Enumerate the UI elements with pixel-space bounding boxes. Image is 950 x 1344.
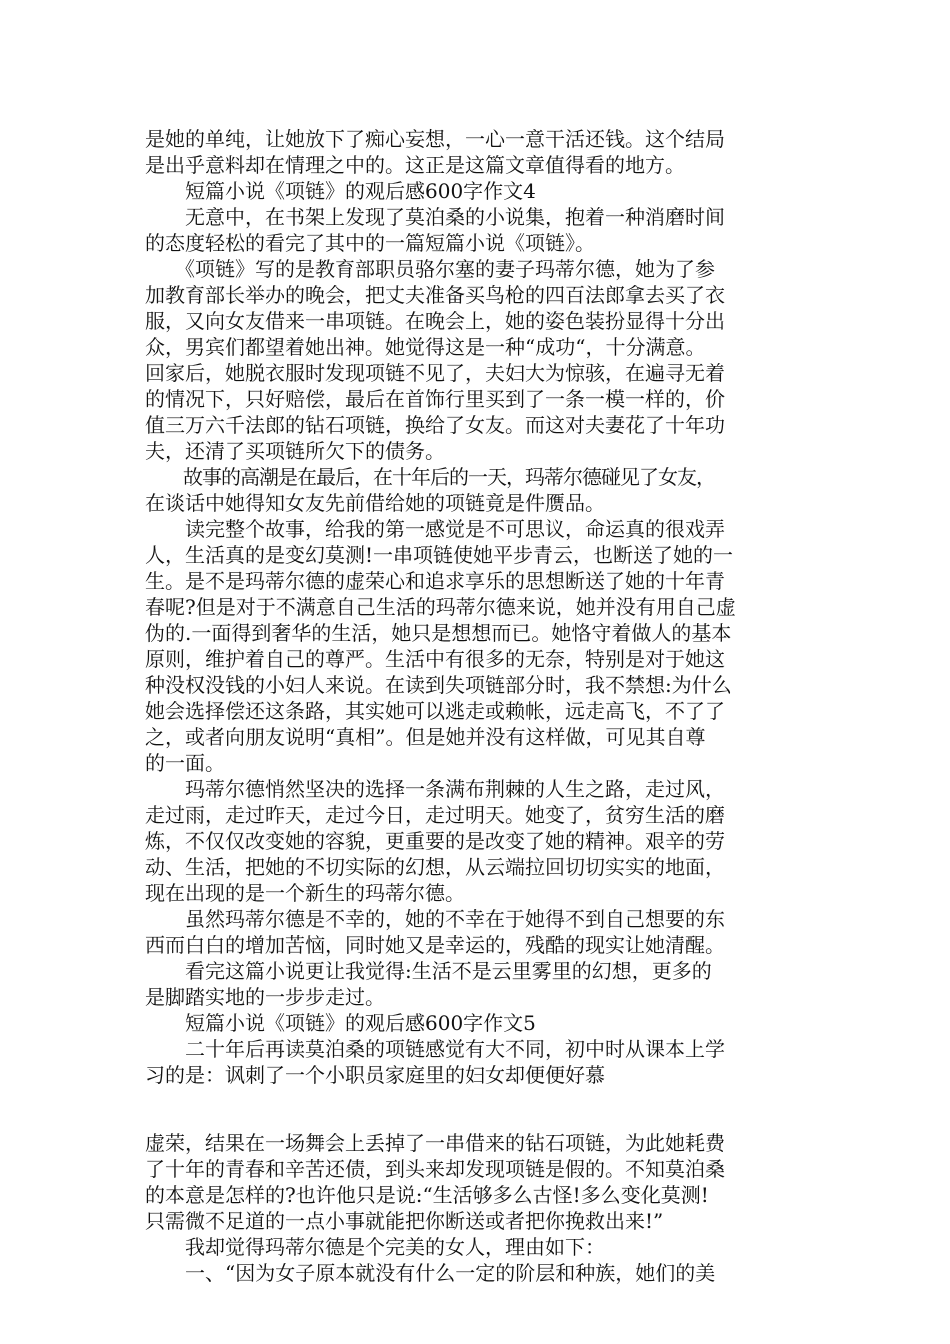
text-line-26: 玛蒂尔德悄然坚决的选择一条满布荆棘的人生之路，走过风， — [145, 777, 725, 801]
text-line-16: 读完整个故事，给我的第一感觉是不可思议，命运真的很戏弄 — [145, 517, 725, 541]
text-line-42: 我却觉得玛蒂尔德是个完美的女人，理由如下： — [145, 1235, 605, 1259]
text-line-13: 夫，还清了买项链所欠下的债务。 — [145, 439, 445, 463]
text-line-20: 伪的.一面得到奢华的生活，她只是想想而已。她恪守着做人的基本 — [145, 621, 732, 645]
text-line-40: 的本意是怎样的?也许他只是说:“生活够多么古怪!多么变化莫测! — [145, 1183, 709, 1207]
text-line-29: 动、生活，把她的不切实际的幻想，从云端拉回切切实实的地面， — [145, 855, 725, 879]
text-line-22: 种没权没钱的小妇人来说。在读到失项链部分时，我不禁想:为什么 — [145, 673, 732, 697]
text-line-1: 是她的单纯，让她放下了痴心妄想，一心一意干活还钱。这个结局 — [145, 127, 725, 151]
text-line-37: 习的是：讽刺了一个小职员家庭里的妇女却便便好慕 — [145, 1063, 605, 1087]
text-line-33: 看完这篇小说更让我觉得:生活不是云里雾里的幻想，更多的 — [145, 959, 712, 983]
text-line-25: 的一面。 — [145, 751, 225, 775]
text-line-10: 回家后，她脱衣服时发现项链不见了，夫妇大为惊骇，在遍寻无着 — [145, 361, 725, 385]
text-line-18: 生。是不是玛蒂尔德的虚荣心和追求享乐的思想断送了她的十年青 — [145, 569, 725, 593]
text-line-36: 二十年后再读莫泊桑的项链感觉有大不同，初中时从课本上学 — [145, 1037, 725, 1061]
text-line-12: 值三万六千法郎的钻石项链，换给了女友。而这对夫妻花了十年功 — [145, 413, 725, 437]
text-line-28: 炼，不仅仅改变她的容貌，更重要的是改变了她的精神。艰辛的劳 — [145, 829, 725, 853]
text-line-27: 走过雨，走过昨天，走过今日，走过明天。她变了，贫穷生活的磨 — [145, 803, 725, 827]
text-line-24: 之，或者向朋友说明“真相”。但是她并没有这样做，可见其自尊 — [145, 725, 706, 749]
text-line-34: 是脚踏实地的一步步走过。 — [145, 985, 385, 1009]
section-heading-4: 短篇小说《项链》的观后感600字作文4 — [145, 179, 536, 203]
text-line-8: 服，又向女友借来一串项链。在晚会上，她的姿色装扮显得十分出 — [145, 309, 725, 333]
text-line-39: 了十年的青春和辛苦还债，到头来却发现项链是假的。不知莫泊桑 — [145, 1157, 725, 1181]
text-line-4: 无意中，在书架上发现了莫泊桑的小说集，抱着一种消磨时间 — [145, 205, 725, 229]
text-line-19: 春呢?但是对于不满意自己生活的玛蒂尔德来说，她并没有用自己虚 — [145, 595, 736, 619]
text-line-41: 只需微不足道的一点小事就能把你断送或者把你挽救出来!” — [145, 1209, 664, 1233]
text-line-11: 的情况下，只好赔偿，最后在首饰行里买到了一条一模一样的，价 — [145, 387, 725, 411]
text-line-38: 虚荣，结果在一场舞会上丢掉了一串借来的钻石项链，为此她耗费 — [145, 1131, 725, 1155]
text-line-14: 故事的高潮是在最后，在十年后的一天，玛蒂尔德碰见了女友， — [145, 465, 715, 489]
text-line-5: 的态度轻松的看完了其中的一篇短篇小说《项链》。 — [145, 231, 595, 255]
text-line-9: 众，男宾们都望着她出神。她觉得这是一种“成功“，十分满意。 — [145, 335, 706, 359]
text-line-30: 现在出现的是一个新生的玛蒂尔德。 — [145, 881, 465, 905]
text-line-21: 原则，维护着自己的尊严。生活中有很多的无奈，特别是对于她这 — [145, 647, 725, 671]
text-line-23: 她会选择偿还这条路，其实她可以逃走或赖帐，远走高飞，不了了 — [145, 699, 725, 723]
text-line-31: 虽然玛蒂尔德是不幸的，她的不幸在于她得不到自己想要的东 — [145, 907, 725, 931]
text-line-32: 西而白白的增加苦恼，同时她又是幸运的，残酷的现实让她清醒。 — [145, 933, 725, 957]
text-line-6: 《项链》写的是教育部职员骆尔塞的妻子玛蒂尔德，她为了参 — [145, 257, 715, 281]
text-line-15: 在谈话中她得知女友先前借给她的项链竟是件赝品。 — [145, 491, 605, 515]
text-line-2: 是出乎意料却在情理之中的。这正是这篇文章值得看的地方。 — [145, 153, 685, 177]
text-line-17: 人，生活真的是变幻莫测!一串项链使她平步青云，也断送了她的一 — [145, 543, 734, 567]
section-heading-5: 短篇小说《项链》的观后感600字作文5 — [145, 1011, 536, 1035]
text-line-43: 一、“因为女子原本就没有什么一定的阶层和种族，她们的美 — [145, 1261, 716, 1285]
text-line-7: 加教育部长举办的晚会，把丈夫准备买鸟枪的四百法郎拿去买了衣 — [145, 283, 725, 307]
